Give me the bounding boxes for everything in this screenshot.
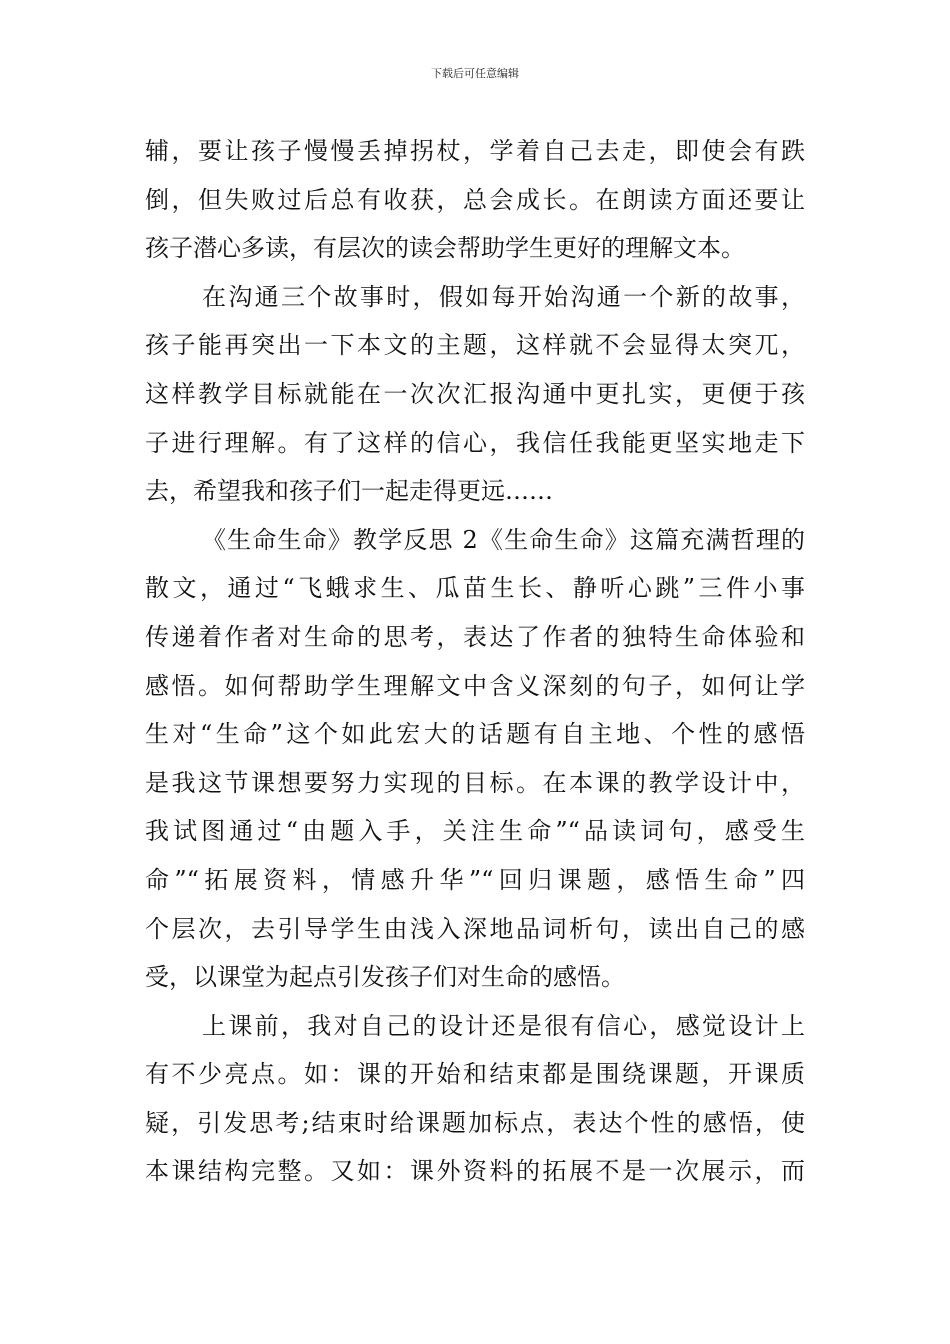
text-line: 传递着作者对生命的思考，表达了作者的独特生命体验和 [145,622,805,651]
text-line: 上课前，我对自己的设计还是很有信心，感觉设计上 [202,1011,805,1040]
text-line: 去，希望我和孩子们一起走得更远…… [145,477,553,506]
text-line: 辅，要让孩子慢慢丢掉拐杖，学着自己去走，即使会有跌 [145,137,805,165]
text-line: 有不少亮点。如：课的开始和结束都是围绕课题，开课质 [145,1060,805,1089]
text-line: 个层次，去引导学生由浅入深地品词析句，读出自己的感 [145,914,805,943]
text-line: 孩子潜心多读，有层次的读会帮助学生更好的理解文本。 [145,234,745,263]
text-line: 子进行理解。有了这样的信心，我信任我能更坚实地走下 [145,428,805,457]
text-line: 感悟。如何帮助学生理解文中含义深刻的句子，如何让学 [145,671,805,700]
text-line: 生对“生命”这个如此宏大的话题有自主地、个性的感悟 [145,720,805,749]
text-line: 本课结构完整。又如：课外资料的拓展不是一次展示，而 [145,1157,805,1186]
text-line: 倒，但失败过后总有收获，总会成长。在朗读方面还要让 [145,185,805,214]
document-body [145,127,805,1196]
text-line: 命”“拓展资料，情感升华”“回归课题，感悟生命”四 [145,865,805,894]
text-line: 《生命生命》教学反思 2《生命生命》这篇充满哲理的 [202,525,805,554]
text-line: 受，以课堂为起点引发孩子们对生命的感悟。 [145,963,625,992]
text-line: 散文，通过“飞蛾求生、瓜苗生长、静听心跳”三件小事 [145,574,805,603]
text-line: 疑，引发思考;结束时给课题加标点，表达个性的感悟，使 [145,1108,805,1137]
text-line: 这样教学目标就能在一次次汇报沟通中更扎实，更便于孩 [145,379,805,408]
text-line: 孩子能再突出一下本文的主题，这样就不会显得太突兀， [145,331,805,360]
text-line: 在沟通三个故事时，假如每开始沟通一个新的故事， [202,282,805,311]
text-line: 是我这节课想要努力实现的目标。在本课的教学设计中， [145,768,805,797]
page-header: 下载后可任意编辑 [431,67,519,80]
text-line: 我试图通过“由题入手，关注生命”“品读词句，感受生 [145,817,805,846]
